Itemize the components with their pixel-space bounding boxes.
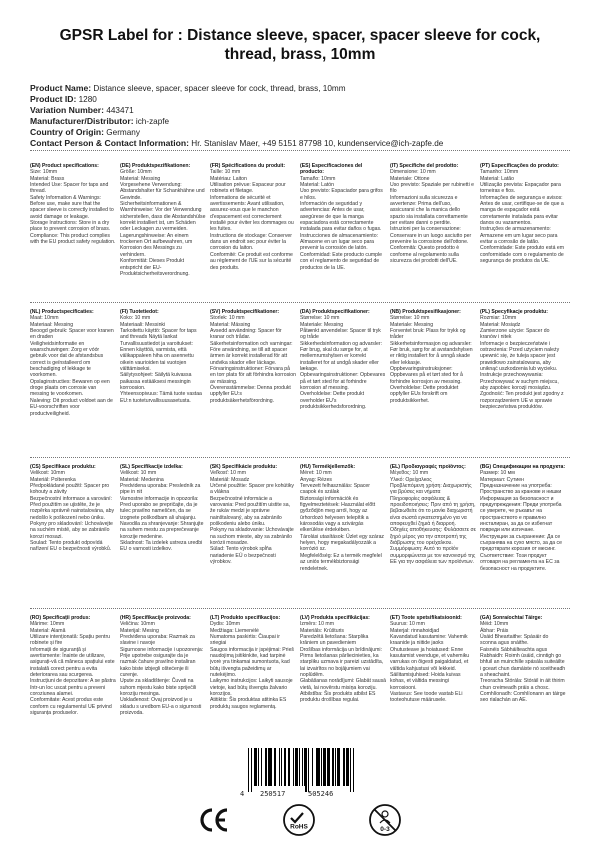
divider (30, 150, 570, 151)
spec-body: Size: 10mm Material: Brass Intended Use: Spacer for taps and thread. Safety Information & Warnings: Before use, make sure that the spacer sleeve is correctly installed to avoid damage or leakage. Storage Instructions: Store in a dry place to prevent corrosion of brass. Compliance: This product complies with the EU product safety regulation. (30, 169, 116, 246)
spec-heading: (LT) Produkto specifikacijos: (210, 615, 281, 621)
spec-block-row (30, 464, 570, 572)
language-spec-column (390, 309, 480, 417)
language-spec-column (30, 163, 120, 277)
product-info (30, 83, 570, 149)
barcode-bar (299, 748, 300, 786)
info-country-of-origin: Country of Origin: Germany (30, 127, 140, 137)
barcode-digit-group-1: 250517 (260, 790, 286, 798)
barcode-bars (248, 748, 354, 788)
spec-heading: (SV) Produktspecifikationer: (210, 309, 280, 315)
spec-body: Veľkosť: 10 mm Materiál: Mosadz Určené použitie: Spacer pre kohútiky a vlákna Bezpečnostné informácie a varovania: Pred použitím uistite sa, že rukáv medzi je správne nainštalovaný, aby sa zabránilo poškodeniu alebo úniku. Pokyny na skladovanie: Uchovávajte na suchom mieste, aby sa zabránilo korózii mosadze. Súlad: Tento výrobok spĺňa nariadenie EÚ o bezpečnosti výrobkov. (210, 470, 295, 566)
language-spec-column (120, 309, 210, 417)
barcode-bar (293, 748, 294, 786)
language-spec-column (390, 163, 480, 277)
barcode-bar (281, 748, 282, 786)
spec-body: Tamanho: 10mm Material: Latão Utilização prevista: Espaçador para torneiras e fios. Informações de segurança e avisos: Antes de usar, certifique-se de que a manga de espaçador está corretamente instalada para evitar danos ou vazamentos. Instruções de armazenamento: Armazene em um lugar seco para evitar a corrosão de latão. Conformidade: Este produto está em conformidade com o regulamento de segurança de produtos da UE. (480, 169, 565, 265)
spec-heading: (NB) Produktspesifikasjoner: (390, 309, 461, 315)
spec-body: Veličina: 10mm Materijal: Mesing Predviđena uporaba: Razmak za slavine i navoje Sigurnosne informacije i upozorenja: Prije upotrebe osigurajte da je razmak čahure pravilno instaliran kako biste izbjegli oštećenje ili curenje. Upute za skladištenje: Čuvati na suhom mjestu kako biste spriječili koroziju mesinga. Usklađenost: Ovaj proizvod je u skladu s uredbom EU-a o sigurnosti proizvoda. (120, 621, 204, 717)
spec-block-row (30, 615, 570, 717)
spec-body: Rozmiar: 10mm Materiał: Mosiądz Zamierzone użycie: Spacer do kranów i nitek Informacje o bezpieczeństwie i ostrzeżenia: Przed użyciem należy upewnić się, że tuleja spacer jest prawidłowo zainstalowana, aby uniknąć uszkodzenia lub wycieku. Instrukcje przechowywania: Przechowywać w suchym miejscu, aby zapobiec korozji mosiądzu. Zgodność: Ten produkt jest zgodny z rozporządzeniem UE w sprawie bezpieczeństwa produktów. (480, 315, 564, 411)
language-spec-column (30, 464, 120, 572)
info-variation-number: Variation Number: 443471 (30, 105, 134, 115)
barcode-bar (308, 748, 309, 792)
spec-body: Размер: 10 мм Материал: Сутиен Предназначение на употреба: Пространство за кранове и нишки Информация за безопасност и предупреждения: Преди употреба се уверете, че ръкавът на пространството е правилно инсталиран, за да се избегнат повреди или изтичане. Инструкции за съхранение: Да се съхранява на сухо място, за да се предотврати корозия от месинг. Съответствие: Този продукт отговаря на регламента на ЕС за безопасност на продуктите. (480, 470, 562, 572)
ce-mark-icon (196, 803, 230, 837)
barcode-bar (271, 748, 272, 786)
spec-heading: (PL) Specyfikacje produktu: (480, 309, 548, 315)
barcode-bar (325, 748, 326, 786)
barcode-bar (321, 748, 322, 786)
barcode-digit-prefix: 4 (240, 790, 245, 798)
spec-body: Velikost: 10mm Materiál: Polterenka Předpokládané použití: Spacer pro kohouty a závity Bezpečnostní informace a varování: Před použitím se ujistěte, že je rozpěrka správně nainstalována, aby nedošlo k poškození nebo úniku. Pokyny pro skladování: Uchovávejte na suchém místě, aby se zabránilo korozi mosazi. Soulad: Tento produkt odpovídá nařízení EU o bezpečnosti výrobků. (30, 470, 115, 553)
barcode-bar (279, 748, 280, 786)
spec-heading: (PT) Especificações do produto: (480, 163, 559, 169)
barcode-bar (305, 748, 306, 792)
spec-heading: (BG) Спецификации на продукта: (480, 464, 566, 470)
language-spec-column (30, 615, 120, 717)
spec-body: Dimensione: 10 mm Materiale: Ottone Uso previsto: Spaziale per rubinetti e filo Informazioni sulla sicurezza e avvertenze: Prima dell'uso, assicurarsi che la manica dello spazio sia installata correttamente per evitare danni o perdite. Istruzioni per la conservazione: Conservare in un luogo asciutto per prevenire la corrosione dell'ottone. Conformità: Questo prodotto è conforme al regolamento sulla sicurezza dei prodotti dell'UE. (390, 169, 475, 265)
spec-body: Maat: 10mm Materiaal: Messing Beoogd gebruik: Spacer voor kranen en draden Veiligheidsinformatie en waarschuwingen: Zorg er vóór gebruik voor dat de afstandsbus correct is geïnstalleerd om beschadiging of lekkage te voorkomen. Opslaginstructies: Bewaren op een droge plaats om corrosie van messing te voorkomen. Naleving: Dit product voldoet aan de EU-voorschriften voor productveiligheid. (30, 315, 114, 417)
language-spec-column (120, 615, 210, 717)
barcode-bar (266, 748, 267, 786)
spec-heading: (FR) Spécifications du produit: (210, 163, 286, 169)
barcode-bar (285, 748, 286, 786)
language-spec-column (390, 615, 480, 717)
language-spec-column (480, 309, 570, 417)
barcode-bar (302, 748, 303, 786)
spec-heading: (DA) Produktspecifikationer: (300, 309, 370, 315)
rohs-label: RoHS (290, 823, 308, 831)
barcode-bar (248, 748, 249, 792)
age-label: 0-3 (380, 826, 390, 833)
compliance-icons (190, 803, 410, 839)
spec-body: Méid: 10mm Ábhar: Práis Úsáid Bheartaithe: Spásáir do sconna agus snáithe. Faisnéis Sábháilteachta agus Rabhaidh: Roimh úsáid, cinntigh go bhfuil an muinchille spásála suiteáilte i gceart chun damáiste nó sceitheadh a sheachaint. Treoracha Stórála: Stóráil in áit thirim chun creimeadh práis a chosc. Comhlíonadh: Comhlíonann an táirge seo rialachán an AE. (480, 621, 566, 704)
spec-heading: (ES) Especificaciones del producto: (300, 163, 363, 176)
spec-heading: (GA) Sonraíochtaí Táirge: (480, 615, 543, 621)
barcode-bar (339, 748, 340, 786)
barcode-bar (275, 748, 276, 786)
info-manufacturer: Manufacturer/Distributor: ich-zapfe (30, 116, 170, 126)
spec-heading: (RO) Specificații produs: (30, 615, 91, 621)
language-spec-column (480, 615, 570, 717)
spec-body: Størrelse: 10 mm Materiale: Messing Forventet bruk: Plass for trykk og tråder Sikkerhetsinformasjon og advarsler: Før bruk, sørg for at avstandshylsen er riktig installert for å unngå skade eller lekkasje. Oppbevaringsinstruksjoner: Oppbevares på et tørt sted for å forhindre korrosjon av messing. Overholdelse: Dette produktet oppfyller EUs forskrift om produktsikkerhet. (390, 315, 473, 404)
spec-heading: (IT) Specifiche del prodotto: (390, 163, 459, 169)
spec-body: Μέγεθος: 10 mm Υλικό: Ορείχαλκος Προβλεπόμενη χρήση: Διαχωριστής για βρύσες και νήματα Πληροφορίες ασφάλειας & προειδοποιήσεις: Πριν από τη χρήση, βεβαιωθείτε ότι το μανίκι διαχωριστή είναι σωστά εγκατεστημένο για να αποφευχθεί ζημιά ή διαρροή. Οδηγίες αποθήκευσης: Φυλάσσετε σε ξηρό μέρος για την αποτροπή της διάβρωσης του ορείχαλκου. Συμμόρφωση: Αυτό το προϊόν συμμορφώνεται με τον κανονισμό της ΕΕ για την ασφάλεια των προϊόντων. (390, 470, 476, 566)
spec-body: Größe: 10mm Material: Messing Vorgesehene Verwendung: Abstandshalter für Schankhähne und Gewinde. Sicherheitsinformationen & Warnhinweise: Vor der Verwendung sicherstellen, dass die Abstandshülse korrekt installiert ist, um Schäden oder Leckagen zu vermeiden. Lagerungshinweise: An einem trockenen Ort aufbewahren, um Korrosion des Messings zu verhindern. Konformität: Dieses Produkt entspricht der EU-Produktsicherheitsverordnung. (120, 169, 206, 277)
barcode-bar (350, 748, 351, 792)
language-spec-column (480, 464, 570, 572)
spec-body: Taille: 10 mm Matériau: Laiton Utilisation prévue: Espaceur pour robinets et filetage. Informations de sécurité et avertissements: Avant utilisation, assurez-vous que le manchon d'espacement est correctement installé pour éviter les dommages ou les fuites. Instructions de stockage: Conserver dans un endroit sec pour éviter la corrosion du laiton. Conformité: Ce produit est conforme au règlement de l'UE sur la sécurité des produits. (210, 169, 294, 271)
spec-heading: (SL) Specifikacije izdelka: (120, 464, 183, 470)
language-spec-column (480, 163, 570, 277)
language-spec-column (300, 464, 390, 572)
spec-heading: (EL) Προδιαγραφές προϊόντος: (390, 464, 466, 470)
barcode-bar (348, 748, 349, 786)
info-contact: Contact Person & Contact Information: Hr. Stanislav Maer, +49 5151 87798 10, kundenservice@ich-zapfe.de (30, 138, 444, 148)
language-spec-column (120, 464, 210, 572)
barcode-bar (328, 748, 329, 786)
language-spec-column (30, 309, 120, 417)
barcode-bar (256, 748, 257, 786)
spec-body: Tamaño: 10mm Material: Latón Uso previsto: Espaciador para grifos e hilos. Información de seguridad y advertencias: Antes de usar, asegúrese de que la manga espaciadora está correctamente instalada para evitar daños o fugas. Instrucciones de almacenamiento: Almacene en un lugar seco para prevenir la corrosión de latón. Conformidad: Este producto cumple con el reglamento de seguridad de productos de la UE. (300, 175, 383, 271)
spec-body: Storlek: 10 mm Material: Mässing Avsedd användning: Spacer för kranar och trådar. Säkerhetsinformation och varningar: Före användning, se till att spacer ärmen är korrekt installerad för att undvika skador eller läckage. Förvaringsinstruktioner: Förvara på en torr plats för att förhindra korrosion av mässing. Överensstämmelse: Denna produkt uppfyller EU:s produktsäkerhetsförordning. (210, 315, 297, 404)
barcode-bar (251, 748, 252, 792)
spec-body: Mărime: 10mm Material: Alamă Utilizare intenționată: Spațiu pentru robinete și fire Informații de siguranță și avertismente: Înainte de utilizare, asigurați-vă că mâneca spațiului este instalată corect pentru a evita deteriorarea sau scurgerea. Instrucțiuni de depozitare: A se păstra într-un loc uscat pentru a preveni coroziunea alamei. Conformitate: Acest produs este conform cu regulamentul UE privind siguranța produselor. (30, 621, 116, 717)
spec-body: Velikost: 10 mm Material: Medenina Predvidena uporaba: Presledník za pipe in nit Varnostne informacije in opozorila: Pred uporabo se prepričajte, da je tulec pravilno nameščen, da se izognete poškodbam ali uhajanju. Navodila za shranjevanje: Shranjujte na suhem mestu za preprečevanje korozije medenine. Skladnost: Ta izdelek ustreza uredbi EU o varnosti izdelkov. (120, 470, 204, 553)
barcode-bar (344, 748, 345, 786)
info-product-id: Product ID: 1280 (30, 94, 97, 104)
spec-heading: (HU) Termékjellemzők: (300, 464, 356, 470)
language-spec-column (210, 163, 300, 277)
rohs-icon (282, 803, 316, 837)
barcode-bar (297, 748, 298, 786)
language-spec-column (300, 163, 390, 277)
spec-heading: (LV) Produkta specifikācijas: (300, 615, 370, 621)
spec-body: Izmērs: 10 mm Materiāls: Krūšturis Paredzētā lietošana: Starplika krāniem un pavedieniem Drošības informācija un brīdinājumi: Pirms lietošanas pārliecinieties, ka starpliku uzmava ir pareizi uzstādīta, lai izvairītos no bojājumiem vai noplūdēm. Glabāšanas norādījumi: Glabāt sausā vietā, lai novērstu misiņa koroziju. Atbilstība: Šis produkts atbilst ES produktu drošības regulai. (300, 621, 387, 704)
barcode-bar (258, 748, 259, 786)
spec-heading: (EN) Product specifications: (30, 163, 99, 169)
divider (30, 302, 570, 303)
barcode-bar (353, 748, 354, 792)
spec-heading: (CS) Specifikace produktu: (30, 464, 96, 470)
spec-block-row (30, 163, 570, 277)
barcode-bar (289, 748, 290, 786)
barcode-bar (335, 748, 336, 786)
barcode-digit-group-2: 505246 (308, 790, 334, 798)
ean-barcode (240, 748, 360, 800)
language-spec-column (300, 615, 390, 717)
barcode-bar (312, 748, 313, 786)
barcode-bar (318, 748, 319, 786)
divider (30, 608, 570, 609)
language-spec-column (210, 615, 300, 717)
spec-heading: (FI) Tuotetiedot: (120, 309, 159, 315)
spec-body: Suurus: 10 mm Materjal: rinnahoidjad Kavandatud kasutamine: Vahemik kraanide ja niitide jaoks Ohutusteave ja hoiatused: Enne kasutamist veenduge, et vahemiku varrukas on õigesti paigaldatud, et vältida kahjustusi või lekkeid. Säilitamisjuhised: Hoida kuivas kohas, et vältida messingi korrosiooni. Vastavus: See toode vastab ELi tooteohutuse määrusele. (390, 621, 470, 704)
spec-block-row (30, 309, 570, 417)
language-spec-column (120, 163, 210, 277)
language-spec-column (210, 309, 300, 417)
spec-heading: (HR) Specifikacije proizvoda: (120, 615, 191, 621)
spec-heading: (DE) Produktspezifikationen: (120, 163, 191, 169)
language-spec-column (210, 464, 300, 572)
barcode-bar (261, 748, 262, 786)
language-spec-column (390, 464, 480, 572)
info-product-name: Product Name: Distance sleeve, spacer, spacer sleeve for cock, thread, brass, 10mm (30, 83, 346, 93)
page-title: GPSR Label for : Distance sleeve, spacer, spacer sleeve for cock, thread, brass, 10mm (59, 27, 541, 63)
barcode-bar (332, 748, 333, 786)
spec-heading: (NL) Productspecificaties: (30, 309, 94, 315)
language-spec-column (300, 309, 390, 417)
spec-heading: (SK) Špecifikácie produktu: (210, 464, 278, 470)
spec-body: Koko: 10 mm Materiaali: Messinki Tarkoitettu käyttö: Spacer for taps and threads Näytä lankat Turvallisuustiedot ja varoitukset: Ennen käyttöä, varmista, että välikappaleen hiha on asennettu oikein vaurioiden tai vuotojen välttämiseksi. Säilytysohjeet: Säilytä kuivassa paikassa estääksesi messingin korroosion. Yhteensopivuus: Tämä tuote vastaa EU:n tuoteturvallisuusasetusta. (120, 315, 202, 404)
spec-body: Dydis: 10mm Medžiaga: Liemenėlė Numatoma paskirtis: Čiaupai ir sriegiai Saugos informacija ir įspėjimai: Prieš naudojimą įsitikinkite, kad tarpinė įvorė yra tinkamai sumontuota, kad būtų išvengta pažeidimų ar nutekėjimo. Laikymo instrukcijos: Laikyti sausoje vietoje, kad būtų išvengta žalvario korozijos. Atitiktis: Šis produktas atitinka ES produktų saugos reglamentą. (210, 621, 294, 710)
spec-body: Méret: 10 mm Anyag: Rézes Tervezett felhasználás: Spacer csapok és szálak Biztonsági információk és figyelmeztetések: Használat előtt győződjön meg arról, hogy az ûrhordozó helyesen telepítik a károsodás vagy a szivárgás elkerülése érdekében. Tárolási utasítások: Üzlet egy száraz helyen, hogy megakadályozzák a korrózió sz. Megfelelőség: Ez a termék megfelel az uniós termékbiztonsági rendeletnek. (300, 470, 384, 572)
age-0-3-warning-icon (368, 803, 402, 837)
spec-heading: (ET) Toote spetsifikatsioonid: (390, 615, 462, 621)
spec-body: Størrelse: 10 mm Materiale: Messing Påtænkt anvendelse: Spacer til tryk og tråde Sikkerhedsinformation og advarsler: Før brug, skal du sørge for, at mellemrumshylsen er korrekt installeret for at undgå skader eller lækage. Opbevaringsinstruktioner: Opbevares på et tørt sted for at forhindre korrosion af messing. Overholdelse: Dette produkt overholder EU's produktsikkerhedsforordning. (300, 315, 386, 411)
divider (30, 457, 570, 458)
